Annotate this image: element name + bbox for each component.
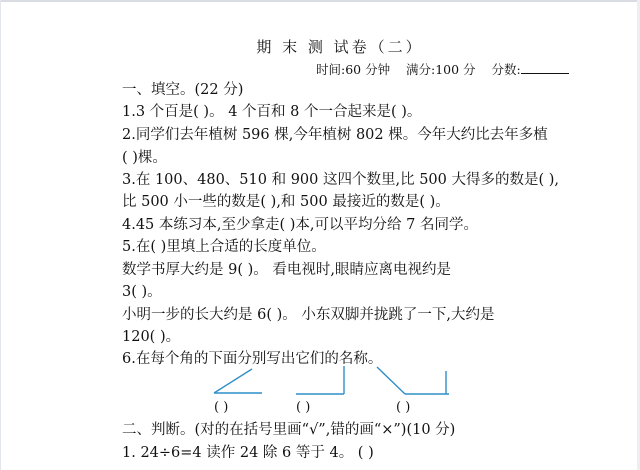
question-6: 6.在每个角的下面分别写出它们的名称。 — [122, 351, 383, 367]
question-2: 2.同学们去年植树 596 棵,今年植树 802 棵。今年大约比去年多植 — [122, 127, 548, 143]
right-angle-figure — [296, 366, 344, 394]
question-5-item-2: 小明一步的长大约是 6( )。 小东双脚并拢跳了一下,大约是 — [122, 307, 495, 323]
question-2-continued: ( )棵。 — [122, 150, 167, 166]
question-5-item-1: 数学书厚大约是 9( )。 看电视时,眼睛应离电视约是 — [122, 262, 451, 278]
section-2-heading: 二、判断。(对的在括号里画“√”,错的画“×”)(10 分) — [122, 422, 456, 438]
exam-full-score: 满分:100 分 — [406, 62, 476, 77]
acute-angle-figure — [214, 369, 262, 393]
question-5-item-2-continued: 120( )。 — [122, 329, 181, 345]
question-3: 3.在 100、480、510 和 900 这四个数里,比 500 大得多的数是( ), — [122, 172, 560, 188]
question-5-item-1-continued: 3( )。 — [122, 284, 162, 300]
question-3-continued: 比 500 小一些的数是( ),和 500 最接近的数是( )。 — [122, 194, 450, 210]
angle-blank-3: ( ) — [396, 400, 411, 415]
question-4: 4.45 本练习本,至少拿走( )本,可以平均分给 7 名同学。 — [122, 217, 478, 233]
angle-blank-1: ( ) — [214, 400, 229, 415]
question-1: 1.3 个百是( )。 4 个百和 8 个一合起来是( )。 — [122, 104, 422, 120]
section-1-heading: 一、填空。(22 分) — [122, 82, 244, 98]
obtuse-angle-figure — [377, 367, 449, 394]
exam-time: 时间:60 分钟 — [316, 62, 391, 77]
angle-blank-2: ( ) — [296, 400, 311, 415]
page-title: 期 末 测 试卷（二） — [256, 38, 424, 56]
exam-score-label: 分数: — [491, 62, 521, 77]
judgement-1: 1. 24÷6=4 读作 24 除 6 等于 4。 ( ) — [122, 445, 374, 461]
question-5: 5.在( )里填上合适的长度单位。 — [122, 239, 326, 255]
